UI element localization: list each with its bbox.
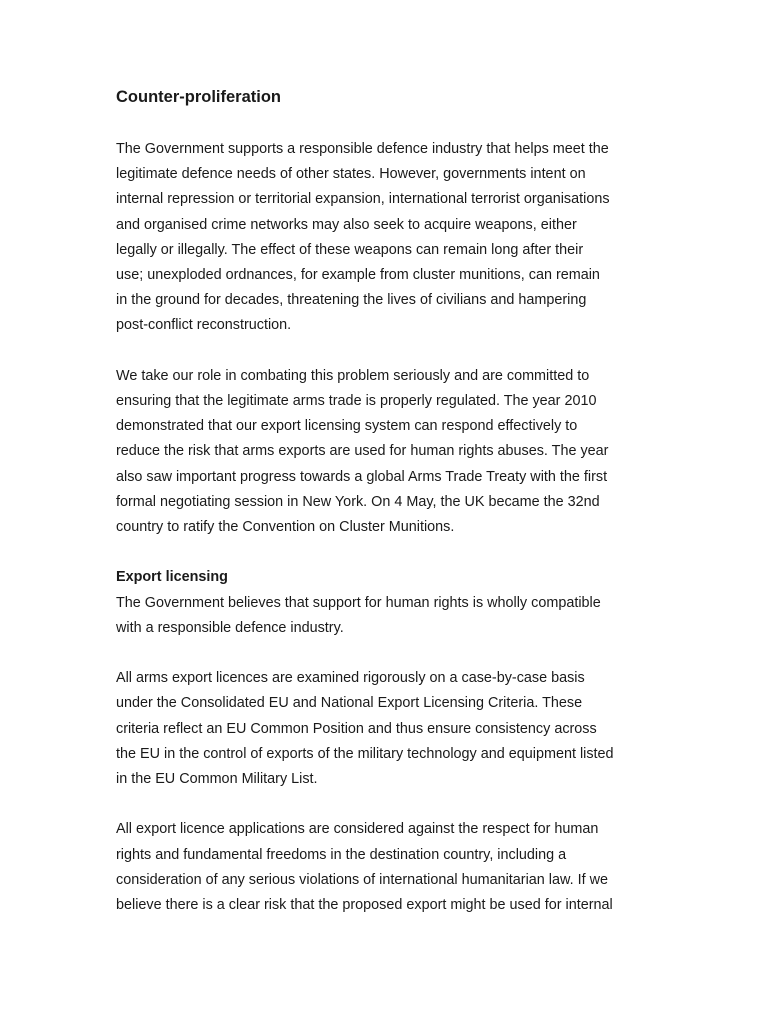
- text-line: reduce the risk that arms exports are used for human rights abuses. The year: [116, 443, 609, 460]
- text-line: The Government believes that support for human rights is wholly compatible: [116, 594, 601, 611]
- text-line: believe there is a clear risk that the proposed export might be used for internal: [116, 897, 613, 914]
- section-heading: Export licensing: [116, 569, 228, 586]
- text-line: criteria reflect an EU Common Position and thus ensure consistency across: [116, 720, 597, 737]
- text-line: in the EU Common Military List.: [116, 771, 318, 788]
- text-line: We take our role in combating this problem seriously and are committed to: [116, 367, 590, 384]
- text-line: the EU in the control of exports of the military technology and equipment listed: [116, 745, 614, 762]
- text-line: and organised crime networks may also seek to acquire weapons, either: [116, 216, 577, 233]
- text-line: in the ground for decades, threatening the lives of civilians and hampering: [116, 292, 587, 309]
- text-line: The Government supports a responsible defence industry that helps meet the: [116, 141, 609, 157]
- text-line: country to ratify the Convention on Cluster Munitions.: [116, 519, 455, 536]
- text-line: post-conflict reconstruction.: [116, 317, 292, 334]
- text-line: internal repression or territorial expansion, international terrorist organisations: [116, 191, 610, 208]
- paragraph-applications: [116, 817, 660, 918]
- text-line: with a responsible defence industry.: [116, 619, 344, 636]
- text-line: rights and fundamental freedoms in the destination country, including a: [116, 846, 567, 863]
- paragraph-intro: [116, 137, 660, 339]
- text-line: legitimate defence needs of other states. However, governments intent on: [116, 166, 586, 183]
- page-title: Counter-proliferation: [116, 88, 281, 106]
- text-line: also saw important progress towards a global Arms Trade Treaty with the first: [116, 468, 608, 485]
- paragraph-human-rights: [116, 591, 660, 641]
- paragraph-licences: [116, 666, 660, 792]
- text-line: All arms export licences are examined rigorously on a case-by-case basis: [116, 670, 585, 687]
- text-line: All export licence applications are considered against the respect for human: [116, 821, 599, 838]
- text-line: ensuring that the legitimate arms trade is properly regulated. The year 2010: [116, 393, 597, 410]
- text-line: demonstrated that our export licensing system can respond effectively to: [116, 418, 578, 435]
- text-line: use; unexploded ordnances, for example from cluster munitions, can remain: [116, 267, 600, 284]
- document-page: [116, 86, 660, 943]
- paragraph-commitment: [116, 364, 660, 540]
- text-line: formal negotiating session in New York. On 4 May, the UK became the 32nd: [116, 493, 600, 510]
- text-line: legally or illegally. The effect of these weapons can remain long after their: [116, 241, 584, 258]
- text-line: consideration of any serious violations of international humanitarian law. If we: [116, 871, 608, 888]
- text-line: under the Consolidated EU and National Export Licensing Criteria. These: [116, 695, 583, 712]
